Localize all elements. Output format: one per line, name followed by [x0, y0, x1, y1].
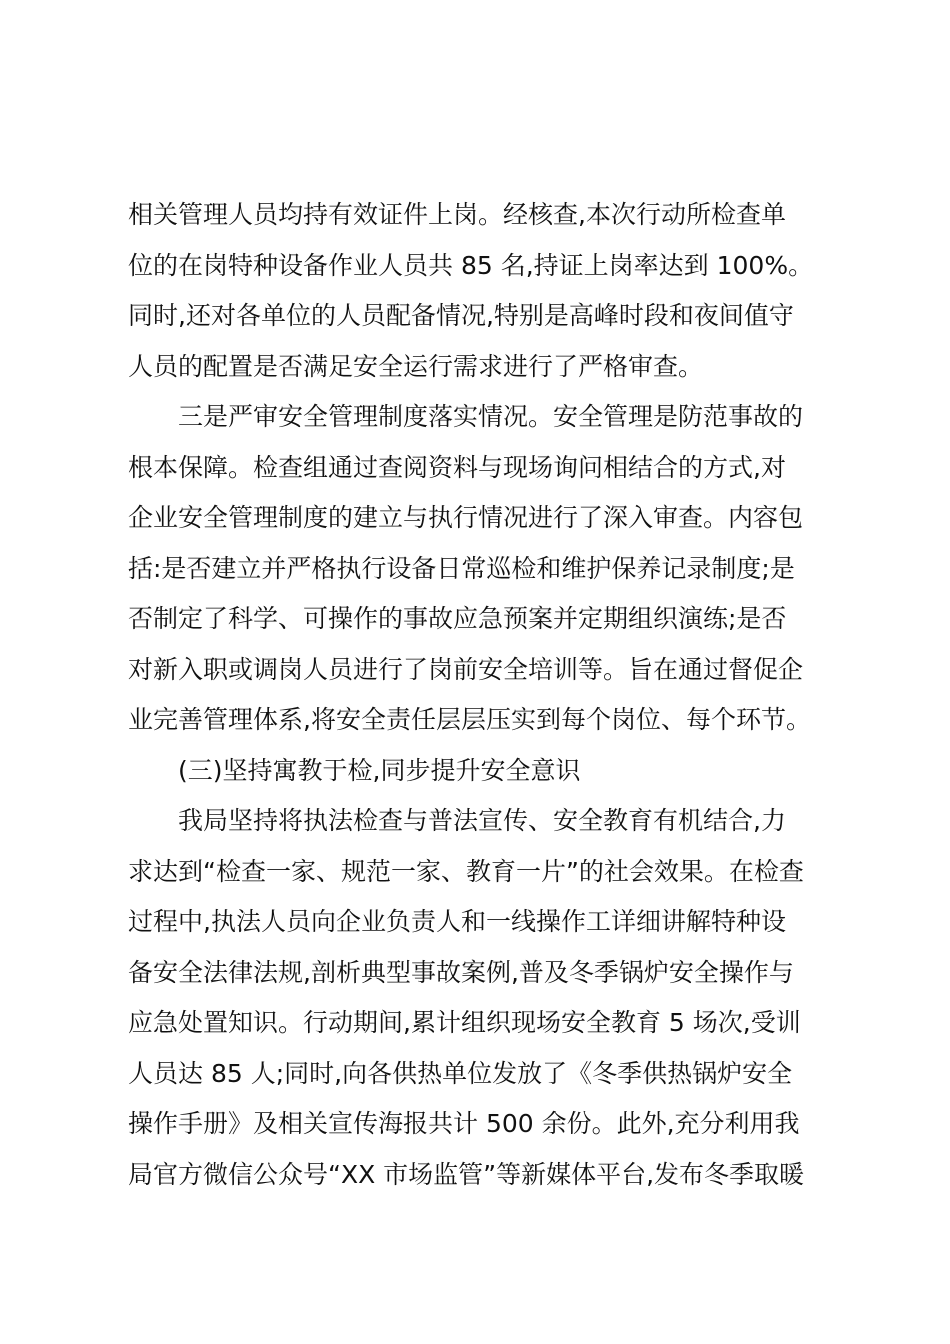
text-line: 求达到“检查一家、规范一家、教育一片”的社会效果。在检查 — [128, 856, 804, 886]
text-line: 过程中,执法人员向企业负责人和一线操作工详细讲解特种设 — [128, 907, 786, 936]
text-line: 同时,还对各单位的人员配备情况,特别是高峰时段和夜间值守 — [128, 301, 794, 330]
text-line: 相关管理人员均持有效证件上岗。经核查,本次行动所检查单 — [128, 200, 786, 229]
text-line: 人员的配置是否满足安全运行需求进行了严格审查。 — [128, 351, 704, 381]
text-line: 备安全法律法规,剖析典型事故案例,普及冬季锅炉安全操作与 — [128, 957, 794, 987]
text-line: 位的在岗特种设备作业人员共 85 名,持证上岗率达到 100%。 — [128, 250, 814, 280]
text-line: 对新入职或调岗人员进行了岗前安全培训等。旨在通过督促企 — [128, 654, 804, 684]
text-line: 三是严审安全管理制度落实情况。安全管理是防范事故的 — [178, 402, 804, 431]
text-line: 企业安全管理制度的建立与执行情况进行了深入审查。内容包 — [128, 503, 804, 532]
text-line: 局官方微信公众号“XX 市场监管”等新媒体平台,发布冬季取暖 — [128, 1159, 805, 1189]
body-text — [128, 190, 828, 1200]
text-line: 人员达 85 人;同时,向各供热单位发放了《冬季供热锅炉安全 — [128, 1058, 793, 1088]
text-line: 操作手册》及相关宣传海报共计 500 余份。此外,充分利用我 — [128, 1109, 800, 1138]
text-line: 根本保障。检查组通过查阅资料与现场询问相结合的方式,对 — [128, 452, 786, 482]
text-line: 否制定了科学、可操作的事故应急预案并定期组织演练;是否 — [128, 604, 787, 633]
text-line: 我局坚持将执法检查与普法宣传、安全教育有机结合,力 — [178, 806, 786, 835]
text-line: 应急处置知识。行动期间,累计组织现场安全教育 5 场次,受训 — [128, 1008, 801, 1037]
text-line: 业完善管理体系,将安全责任层层压实到每个岗位、每个环节。 — [128, 705, 811, 734]
text-line: (三)坚持寓教于检,同步提升安全意识 — [178, 755, 581, 785]
text-line: 括:是否建立并严格执行设备日常巡检和维护保养记录制度;是 — [128, 553, 795, 583]
